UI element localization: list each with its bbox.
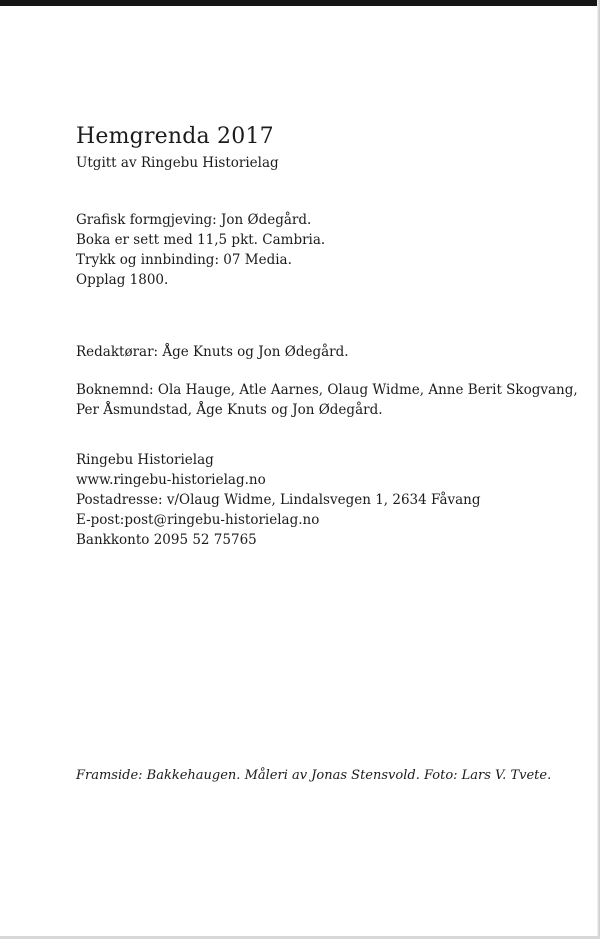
production-details <box>76 210 325 290</box>
editors-section <box>76 342 349 362</box>
bank-account: Bankkonto 2095 52 75765 <box>76 532 257 548</box>
board-line-1: Boknemnd: Ola Hauge, Atle Aarnes, Olaug Widme, Anne Berit Skogvang, <box>76 382 578 398</box>
editors-line: Redaktørar: Åge Knuts og Jon Ødegård. <box>76 344 349 360</box>
printer-credit: Trykk og innbinding: 07 Media. <box>76 252 292 268</box>
board-line-2: Per Åsmundstad, Åge Knuts og Jon Ødegård. <box>76 402 383 418</box>
website-text: www.ringebu-historielag.no <box>76 472 266 488</box>
cover-caption: Framside: Bakkehaugen. Måleri av Jonas Stensvold. Foto: Lars V. Tvete. <box>76 768 552 783</box>
design-credit: Grafisk formgjeving: Jon Ødegård. <box>76 212 312 228</box>
book-title: Hemgrenda 2017 <box>76 124 274 149</box>
postal-address: Postadresse: v/Olaug Widme, Lindalsvegen 1, 2634 Fåvang <box>76 492 481 508</box>
organization-name: Ringebu Historielag <box>76 452 214 468</box>
board-section <box>76 380 586 420</box>
page-top-edge <box>0 0 600 6</box>
contact-section <box>76 450 481 550</box>
typeface-note: Boka er sett med 11,5 pkt. Cambria. <box>76 232 326 248</box>
print-run: Opplag 1800. <box>76 272 169 288</box>
publisher-line: Utgitt av Ringebu Historielag <box>76 155 279 171</box>
email-text: E-post:post@ringebu-historielag.no <box>76 512 320 528</box>
